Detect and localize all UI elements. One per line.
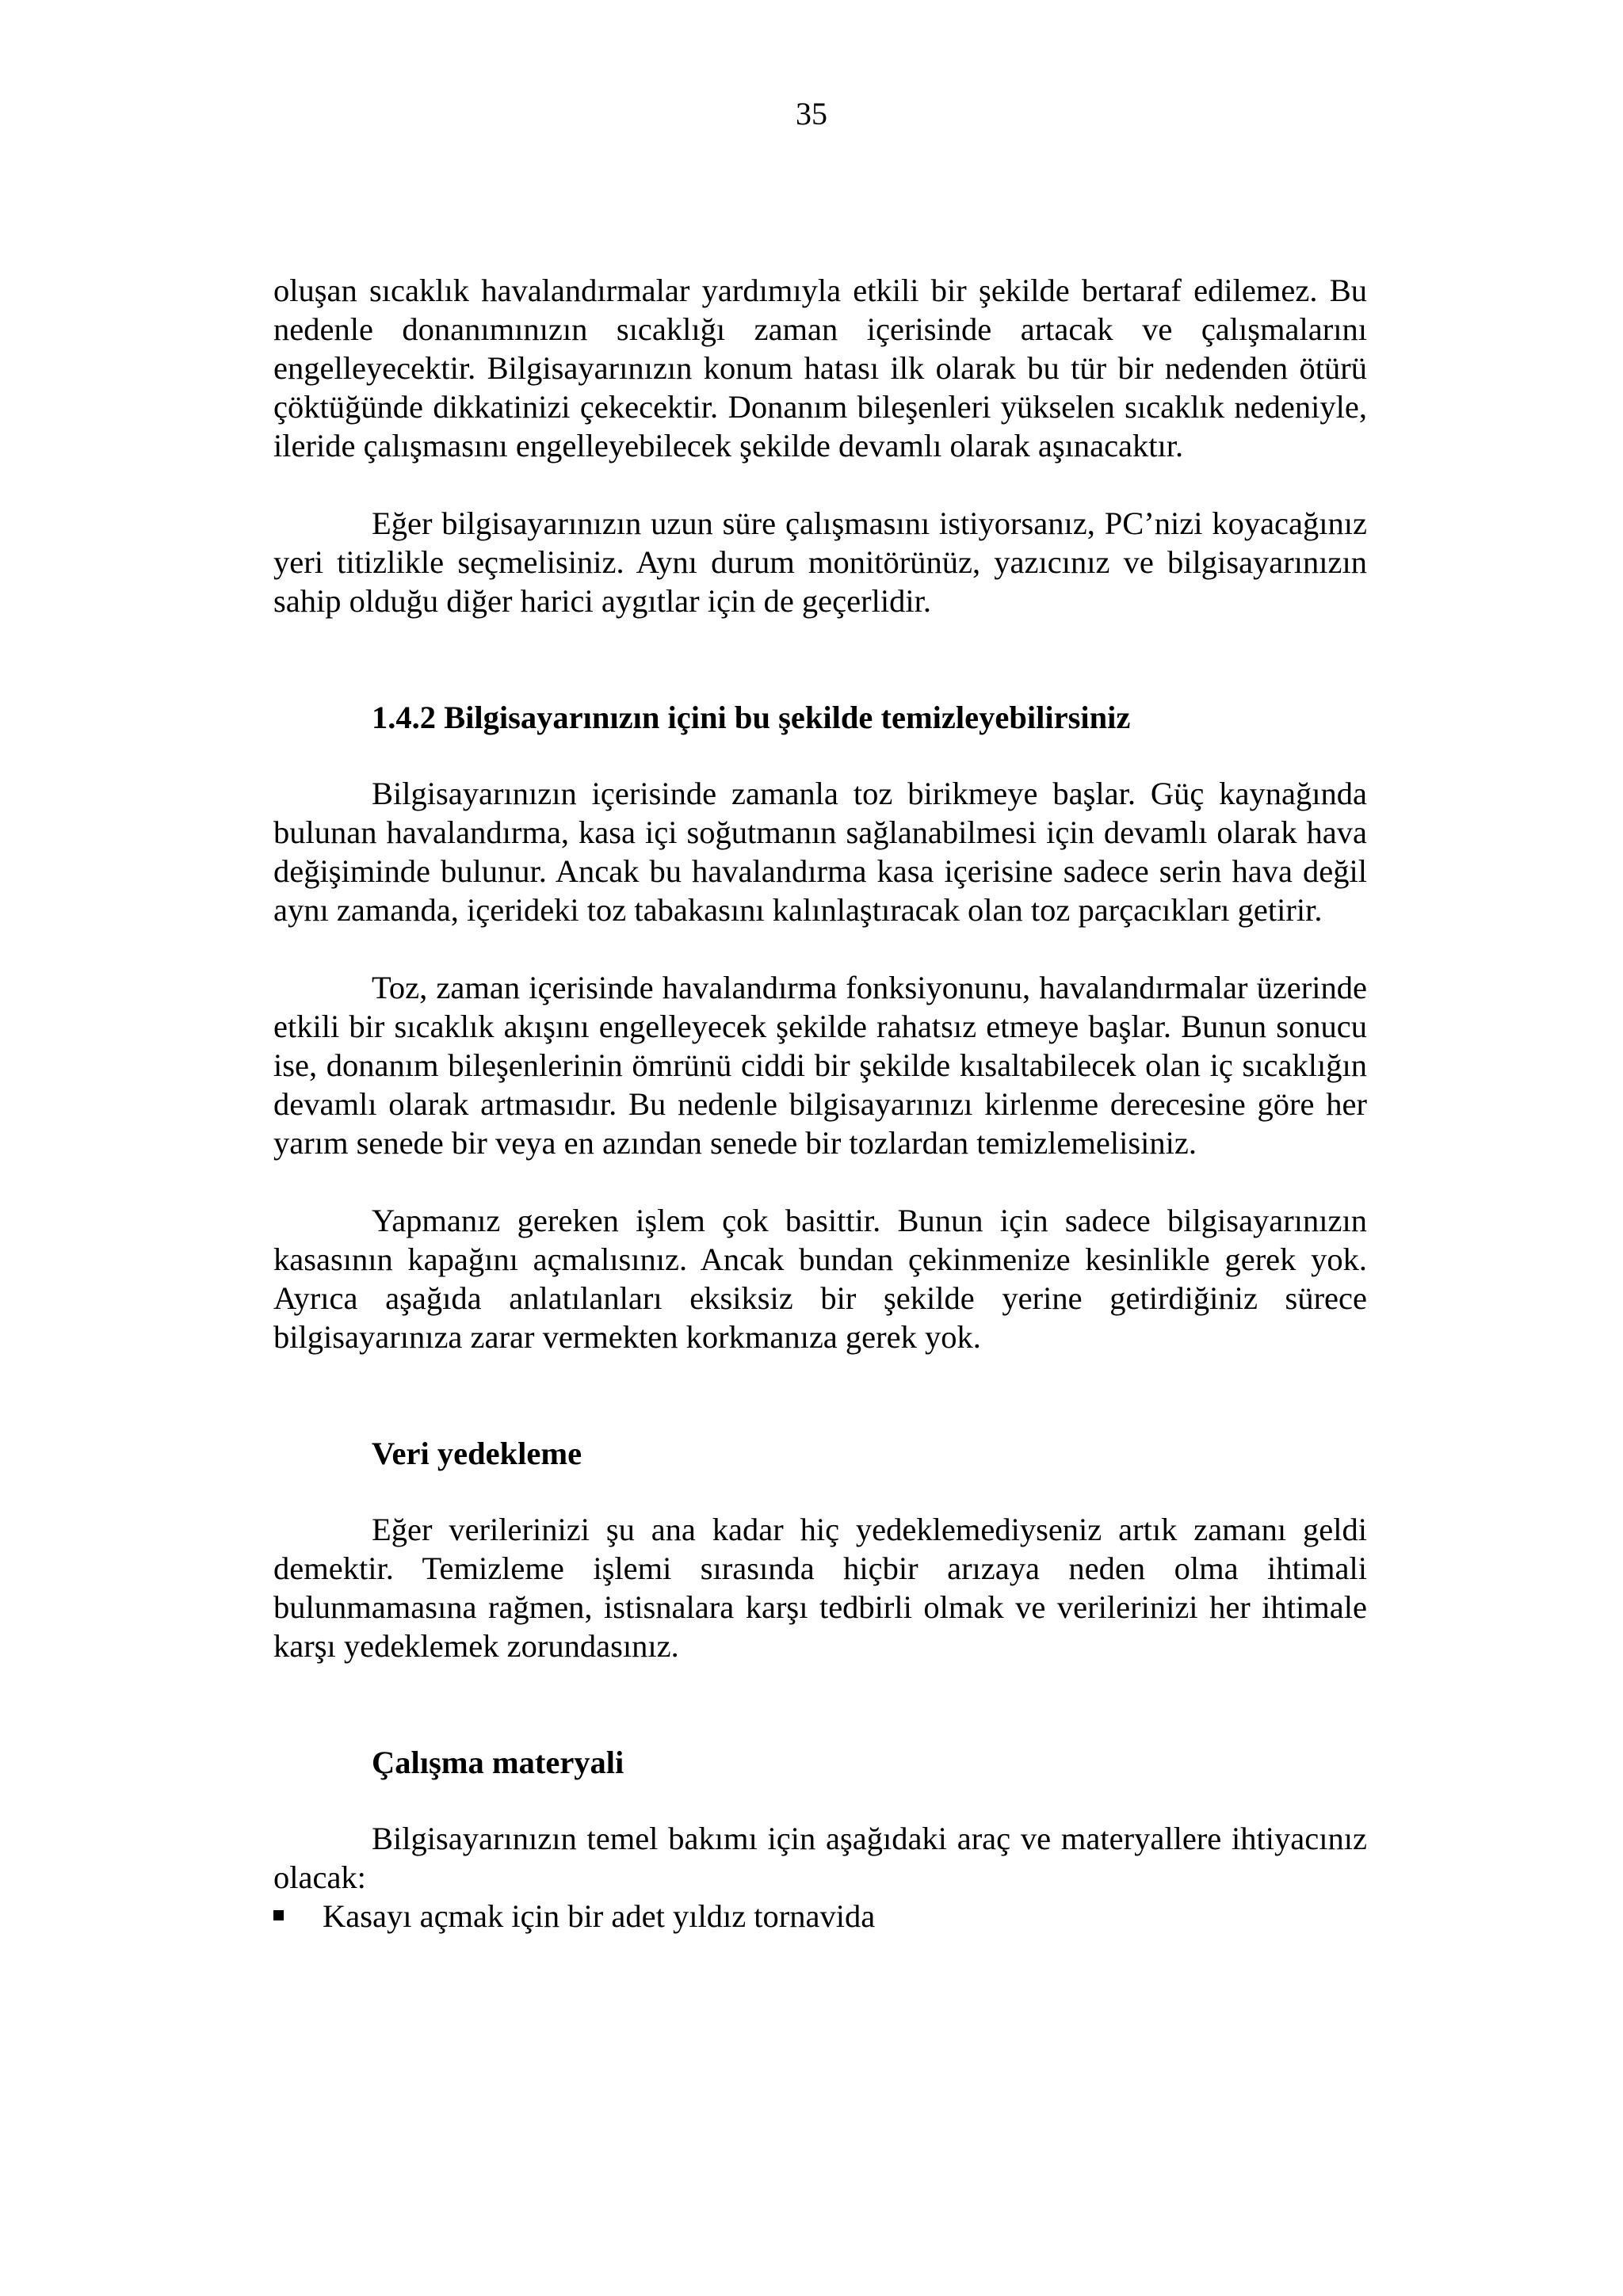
paragraph-dust-buildup: Bilgisayarınızın içerisinde zamanla toz birikmeye başlar. Güç kaynağında bulunan havalandırma, kasa içi soğutmanın sağlanabilmesi için devamlı olarak hava değişiminde bulunur. Ancak bu havalandırma kasa içerisine sadece serin hava değil aynı zamanda, içerideki toz tabakasını kalınlaştıracak olan toz parçacıkları getirir. (273, 776, 1367, 928)
paragraph-backup: Eğer verilerinizi şu ana kadar hiç yedeklemediyseniz artık zamanı geldi demektir. Temizleme işlemi sırasında hiçbir arızaya neden olma ihtimali bulunmamasına rağmen, istisnalara karşı tedbirli olmak ve verilerinizi her ihtimale karşı yedeklemek zorundasınız. (273, 1512, 1367, 1664)
paragraph-simple-process: Yapmanız gereken işlem çok basittir. Bunun için sadece bilgisayarınızın kasasının kapağını açmalısınız. Ancak bundan çekinmenize kesinlikle gerek yok. Ayrıca aşağıda anlatılanları eksiksiz bir şekilde yerine getirdiğiniz sürece bilgisayarınıza zarar vermekten korkmanıza gerek yok. (273, 1203, 1367, 1355)
paragraph-materials-intro: Bilgisayarınızın temel bakımı için aşağıdaki araç ve materyallere ihtiyacınız olacak: (273, 1821, 1367, 1895)
paragraph-placement: Eğer bilgisayarınızın uzun süre çalışmasını istiyorsanız, PC’nizi koyacağınız yeri titizlikle seçmelisiniz. Aynı durum monitörünüz, yazıcınız ve bilgisayarınızın sahip olduğu diğer harici aygıtlar için de geçerlidir. (273, 505, 1367, 619)
list-item-text: Kasayı açmak için bir adet yıldız tornavida (323, 1898, 876, 1934)
list-item (273, 1897, 1367, 1936)
paragraph-dust-effects: Toz, zaman içerisinde havalandırma fonksiyonunu, havalandırmalar üzerinde etkili bir sıcaklık akışını engelleyecek şekilde rahatsız etmeye başlar. Bunun sonucu ise, donanım bileşenlerinin ömrünü ciddi bir şekilde kısaltabilecek olan iç sıcaklığın devamlı olarak artmasıdır. Bu nedenle bilgisayarınızı kirlenme derecesine göre her yarım senede bir veya en azından senede bir tozlardan temizlemelisiniz. (273, 970, 1367, 1161)
page-number: 35 (796, 96, 827, 132)
subheading-data-backup: Veri yedekleme (372, 1436, 582, 1471)
section-heading-cleaning: 1.4.2 Bilgisayarınızın içini bu şekilde temizleyebilirsiniz (372, 700, 1131, 735)
bullet-square-icon (273, 1910, 284, 1920)
subheading-work-materials: Çalışma materyali (372, 1745, 624, 1780)
paragraph-overheating: oluşan sıcaklık havalandırmalar yardımıyla etkili bir şekilde bertaraf edilemez. Bu nedenle donanımınızın sıcaklığı zaman içerisinde artacak ve çalışmalarını engelleyecektir. Bilgisayarınızın konum hatası ilk olarak bu tür bir nedenden ötürü çöktüğünde dikkatinizi çekecektir. Donanım bileşenleri yükselen sıcaklık nedeniyle, ileride çalışmasını engelleyebilecek şekilde devamlı olarak aşınacaktır. (273, 273, 1367, 463)
page-content (273, 271, 1367, 1936)
materials-list (273, 1897, 1367, 1936)
